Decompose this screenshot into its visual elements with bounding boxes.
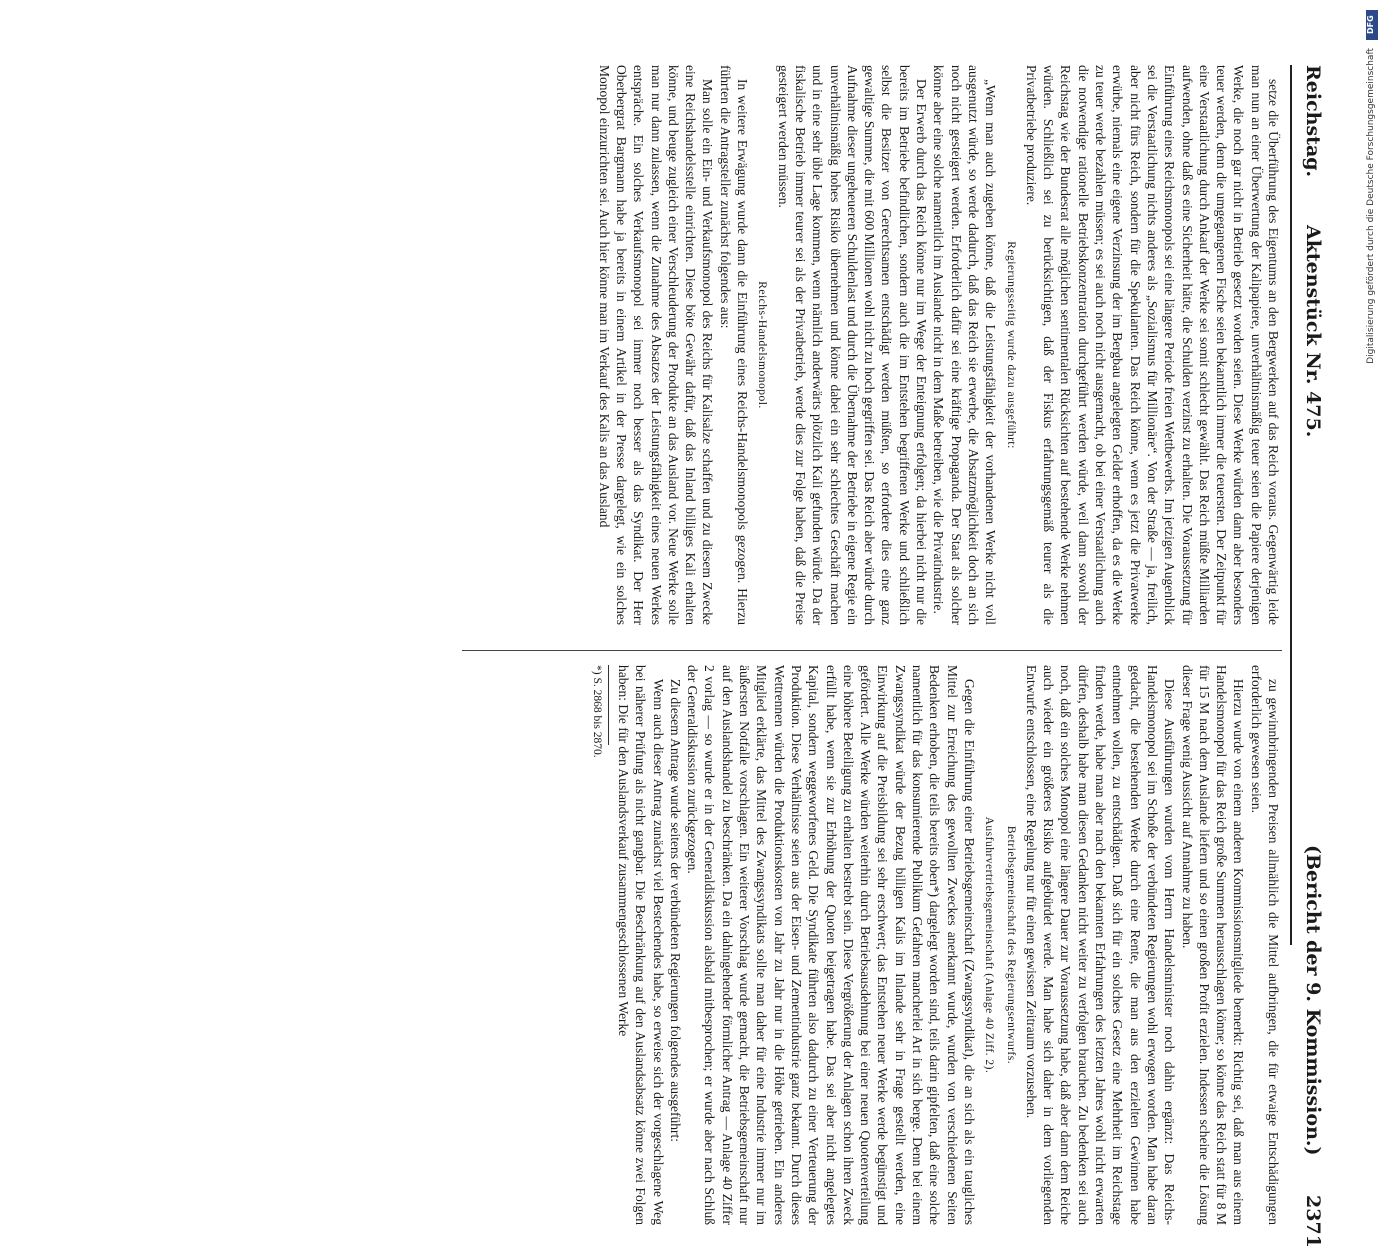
paragraph: Diese Ausführungen wurden vom Herrn Handelsminister noch dahin ergänzt: Das Reichs-Handelsmonopol sei im Schoße der verbündeten Regierungen wohl erwogen worden. Man habe daran gedacht, die bestehenden Werke durch eine Rente, die man aus den erzielten Gewinnen habe entnehmen wollen, zu entschädigen. Daß sich für ein solches Gesetz eine Mehrheit im Reichstage finden werde, habe man aber nach den bekannten Erfahrungen des letzten Jahres wohl nicht erwarten dürfen, deshalb habe man diesen Gedanken nicht weiter zu verfolgen brauchen. Zu bedenken sei auch noch, daß ein solches Monopol eine längere Dauer zur Voraussetzung habe, daß aber dann dem Reiche auch wieder ein größeres Risiko aufgebürdet werde. Man habe sich daher in dem vorliegenden Entwurfe entschlossen, eine Regelung nur für einen gewissen Zeitraum vorzusehen. xyxy=(1023,665,1178,1225)
section-heading: Regierungsseitig wurde dazu ausgeführt: xyxy=(1004,241,1017,449)
header-left: Reichstag. xyxy=(1302,65,1324,178)
rotated-page-content xyxy=(105,65,1330,1248)
column-divider xyxy=(462,650,1282,651)
footnote: *) S. 2868 bis 2870. xyxy=(590,665,603,758)
footnote-rule xyxy=(608,665,609,745)
attribution-text: Digitalisierung gefördert durch die Deutsche Forschungsgemeinschaft xyxy=(1366,48,1376,364)
paragraph: Der Erwerb durch das Reich könne nur im Wege der Enteignung erfolgen; da hierbei nicht nur die bereits im Betriebe befindlichen, sondern auch die im Entstehen begriffenen Werke und schließlich selbst die Besitzer von Gerechtsamen entschädigt werden müßten, so erfordere dies eine ganz gewaltige Summe, die mit 600 Millionen wohl nicht zu hoch gegriffen sei. Das Reich aber würde durch Aufnahme dieser ungeheueren Schuldenlast und durch die Übernahme der Betriebe in eigene Regie ein unverhältnismäßig hohes Risiko übernehmen und könne dabei ein sehr schlechtes Geschäft machen und in eine sehr üble Lage kommen, wenn nämlich anderwärts plötzlich Kali gefunden würde. Da der fiskalische Betrieb immer teurer sei als der Privatbetrieb, werde dies zur Folge haben, daß die Preise gesteigert werden müssen. xyxy=(775,65,930,625)
section-heading: Betriebsgemeinschaft des Regierungsentwurfs. xyxy=(1004,825,1017,1065)
paragraph: Man solle ein Ein- und Verkaufsmonopol des Reichs für Kalisalze schaffen und zu diesem Zwecke eine Reichshandelsstelle einrichten. Diese böte Gewähr dafür, daß das Inland billiges Kali erhalten könne, und beuge zugleich einer Verschleuderung der Produkte an das Ausland vor. Neue Werke solle man nur dann zulassen, wenn die Zunahme des Absatzes der Leistungsfähigkeit eines neuen Werkes entspräche. Ein solches Verkaufsmonopol sei immer noch besser als das Syndikat. Der Herr Oberbergrat Bargmann habe ja bereits in einem Artikel in der Presse dargelegt, wie ein solches Monopol einzurichten sei. Auch hier könne man im Verkauf des Kalis an das Ausland xyxy=(596,65,716,625)
header-center: Aktenstück Nr. 475. xyxy=(1302,225,1324,438)
page-header xyxy=(1290,65,1330,1248)
left-text-column xyxy=(452,65,1282,625)
paragraph: „Wenn man auch zugeben könne, daß die Leistungsfähigkeit der vorhandenen Werke nicht voll ausgenutzt würde, so werde dadurch, daß das Reich sie erwerbe, die Absatzmöglichkeit doch an sich noch nicht gesteigert werden. Erforderlich dafür sei eine kräftige Propaganda. Der Staat als solcher könne aber eine solche namentlich im Auslande nicht in dem Maße betreiben, wie die Privatindustrie. xyxy=(931,65,999,625)
paragraph: setze die Überführung des Eigentums an den Bergwerken auf das Reich voraus. Gegenwärtig leide man nun an einer Überwertung der Kalipapiere, unverhältnismäßig teuer seien die Papiere derjenigen Werke, die noch gar nicht in Betrieb gesetzt worden seien. Diese Werke würden dann aber besonders teuer werden, denn die umgegangenen Fische seien bekanntlich immer die teuersten. Der Zeitpunkt für eine Verstaatlichung durch Ankauf der Werke sei somit schlecht gewählt. Das Reich müßte Milliarden aufwenden, ohne daß es eine Sicherheit hätte, die Schulden verzinst zu erhalten. Die Voraussetzung für Einführung eines Reichsmonopols sei eine längere Periode freien Wettbewerbs. Im jetzigen Augenblick sei die Verstaatlichung nichts anderes als „Sozialismus für Millionäre“. Von der Straße — ja, freilich, aber nicht fürs Reich, sondern für die Spekulanten. Das Reich könne, wenn es jetzt die Privatwerke erwürbe, niemals eine eigene Verzinsung der im Bergbau angelegten Gelder erhoffen, da es die Werke zu teuer werde bezahlen müssen; es sei auch noch nicht ausgemacht, ob bei einer Verstaatlichung auch die notwendige rationelle Betriebskonzentration durchgeführt werden würde, weil dann sowohl der Reichstag wie der Bundesrat alle möglichen sentimentalen Rücksichten auf bestehende Werke nehmen würden. Schließlich sei zu berücksichtigen, daß der Fiskus erfahrungsgemäß teurer als die Privatbetriebe produziere. xyxy=(1023,65,1281,625)
header-right-center: (Bericht der 9. Kommission.) xyxy=(1302,845,1324,1156)
paragraph: In weitere Erwägung wurde dann die Einführung eines Reichs-Handelsmonopols gezogen. Hierzu führten die Antragsteller zunächst folgendes aus: xyxy=(717,65,751,625)
header-rule xyxy=(1290,65,1292,945)
page-number: 2371 xyxy=(1302,1195,1324,1248)
paragraph: Hierzu wurde von einem anderen Kommissionsmitgliede bemerkt: Richtig sei, daß man aus einem Handelsmonopol für das Reich große Summen herausschlagen könne; so könne das Reich statt für 8 M für 15 M nach dem Auslande liefern und so einen großen Profit erzielen. Indessen scheine die Lösung dieser Frage wenig Aussicht auf Annahme zu haben. xyxy=(1179,665,1247,1225)
section-subheading: Ausfuhrvertriebsgemeinschaft (Anlage 40 Ziff. 2). xyxy=(983,816,996,1074)
right-text-column xyxy=(452,665,1282,1225)
dfg-logo: DFG xyxy=(1366,10,1378,40)
section-heading: Reichs-Handelsmonopol. xyxy=(756,281,769,409)
paragraph: Gegen die Einführung einer Betriebsgemeinschaft (Zwangssyndikat), die an sich als ein taugliches Mittel zur Erreichung des gewollten Zweckes anerkannt wurde, wurden von verschiedenen Seiten Bedenken erhoben, die teils bereits oben*) dargelegt worden sind, teils darin gipfelten, daß eine solche namentlich für das konsumierende Publikum Gefahren mancherlei Art in sich berge. Denn bei einem Zwangssyndikat würde der Bezug billigen Kalis im Inlande sehr in Frage gestellt werden, eine Einwirkung auf die Preisbildung sei sehr erschwert; das Entstehen neuer Werke werde begünstigt und gefördert. Alle Werke würden weiterhin durch Betriebsausdehnung bei einer neuen Quotenverteilung eine höhere Beteiligung zu erhalten bestrebt sein. Diese Vergrößerung der Anlagen schon ihren Zweck erfüllt habe, wenn sie zur Erhöhung der Quoten beigetragen habe. Das sei aber nicht angelegtes Kapital, sondern weggeworfenes Geld. Die Syndikate führten also dadurch zu einer Verteuerung der Produktion. Diese Verhältnisse seien aus der Eisen- und Zementindustrie ganz bekannt. Durch dieses Wettrennen würden die Produktionskosten von Jahr zu Jahr nur in die Höhe getrieben. Ein anderes Mitglied erklärte, das Mittel des Zwangssyndikats sollte man daher für eine Industrie immer nur im äußersten Notfalle vorschlagen. Ein weiterer Vorschlag wurde gemacht, die Betriebsgemeinschaft nur auf den Auslandshandel zu beschränken. Da ein dahingehender förmlicher Antrag — Anlage 40 Ziffer 2 vorlag — so wurde er in der Generaldiskussion alsbald mitbesprochen; er wurde aber nach Schluß der Generaldiskussion zurückgezogen. xyxy=(685,665,977,1225)
paragraph: zu gewinnbringenden Preisen allmählich die Mittel aufbringen, die für etwaige Entschädigungen erforderlich gewesen seien. xyxy=(1248,665,1281,1225)
paragraph: Zu diesem Antrage wurde seitens der verbündeten Regierungen folgendes ausgeführt: xyxy=(667,679,683,1142)
paragraph: Wenn auch dieser Antrag zunächst viel Bestechendes habe, so erweise sich der vorgeschlagene Weg bei näherer Prüfung als nicht gangbar. Die Beschränkung auf den Auslandsabsatz könne zwei Folgen haben: Die für den Auslandsverkauf zusammengeschlossenen Werke xyxy=(616,665,666,1225)
